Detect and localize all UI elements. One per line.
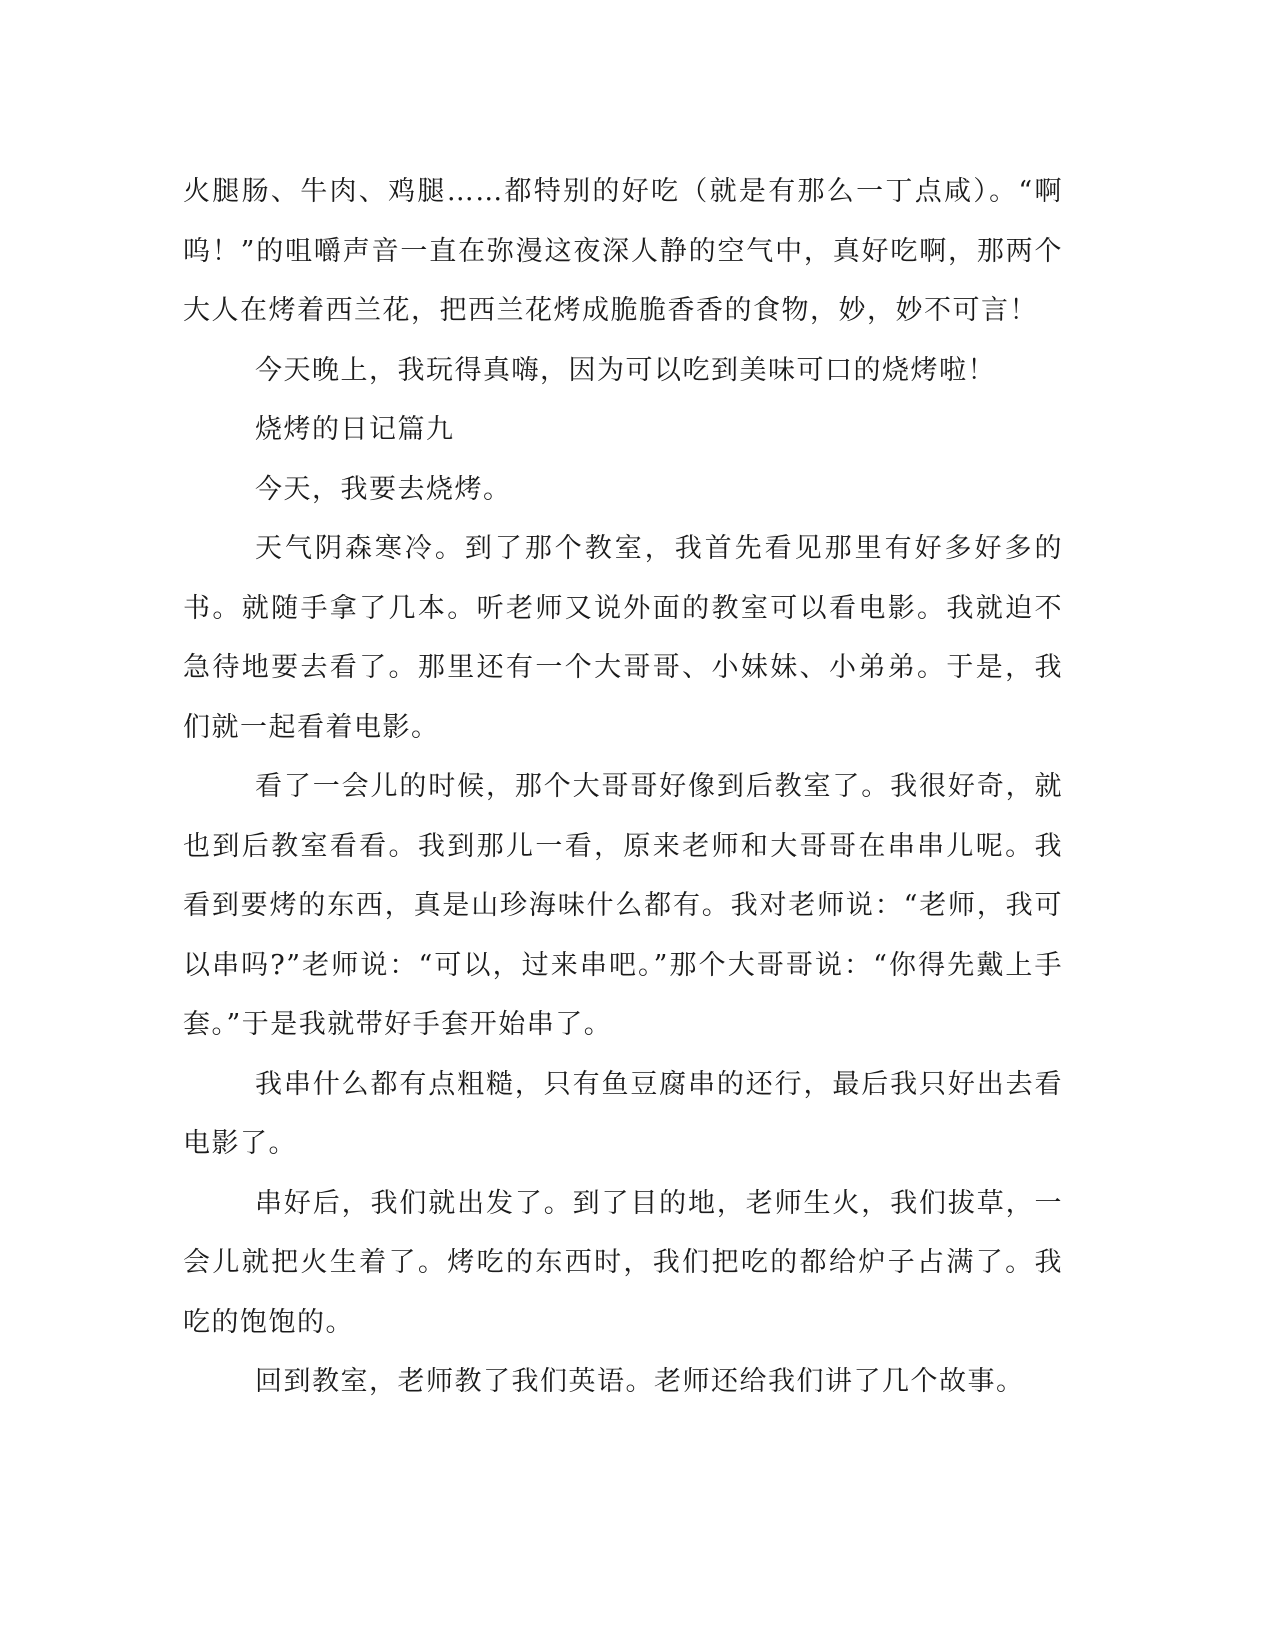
document-body bbox=[183, 162, 1063, 1412]
paragraph-6: 我串什么都有点粗糙，只有鱼豆腐串的还行，最后我只好出去看电影了。 bbox=[183, 1068, 1063, 1159]
paragraph-5: 看了一会儿的时候，那个大哥哥好像到后教室了。我很好奇，就也到后教室看看。我到那儿一看，原来老师和大哥哥在串串儿呢。我看到要烤的东西，真是山珍海味什么都有。我对老师说：“老师，我可以串吗?”老师说：“可以，过来串吧。”那个大哥哥说：“你得先戴上手套。”于是我就带好手套开始串了。 bbox=[183, 771, 1063, 1040]
paragraph-1: 火腿肠、牛肉、鸡腿……都特别的好吃（就是有那么一丁点咸）。“啊呜！”的咀嚼声音一直在弥漫这夜深人静的空气中，真好吃啊，那两个大人在烤着西兰花，把西兰花烤成脆脆香香的食物，妙，妙不可言！ bbox=[183, 176, 1063, 326]
paragraph-4: 天气阴森寒冷。到了那个教室，我首先看见那里有好多好多的书。就随手拿了几本。听老师又说外面的教室可以看电影。我就迫不急待地要去看了。那里还有一个大哥哥、小妹妹、小弟弟。于是，我们就一起看着电影。 bbox=[183, 533, 1063, 743]
paragraph-8: 回到教室，老师教了我们英语。老师还给我们讲了几个故事。 bbox=[255, 1366, 1025, 1397]
paragraph-2: 今天晚上，我玩得真嗨，因为可以吃到美味可口的烧烤啦！ bbox=[255, 354, 996, 386]
section-heading: 烧烤的日记篇九 bbox=[255, 414, 455, 445]
paragraph-7: 串好后，我们就出发了。到了目的地，老师生火，我们拔草，一会儿就把火生着了。烤吃的东西时，我们把吃的都给炉子占满了。我吃的饱饱的。 bbox=[183, 1187, 1063, 1338]
paragraph-3: 今天，我要去烧烤。 bbox=[255, 473, 512, 505]
